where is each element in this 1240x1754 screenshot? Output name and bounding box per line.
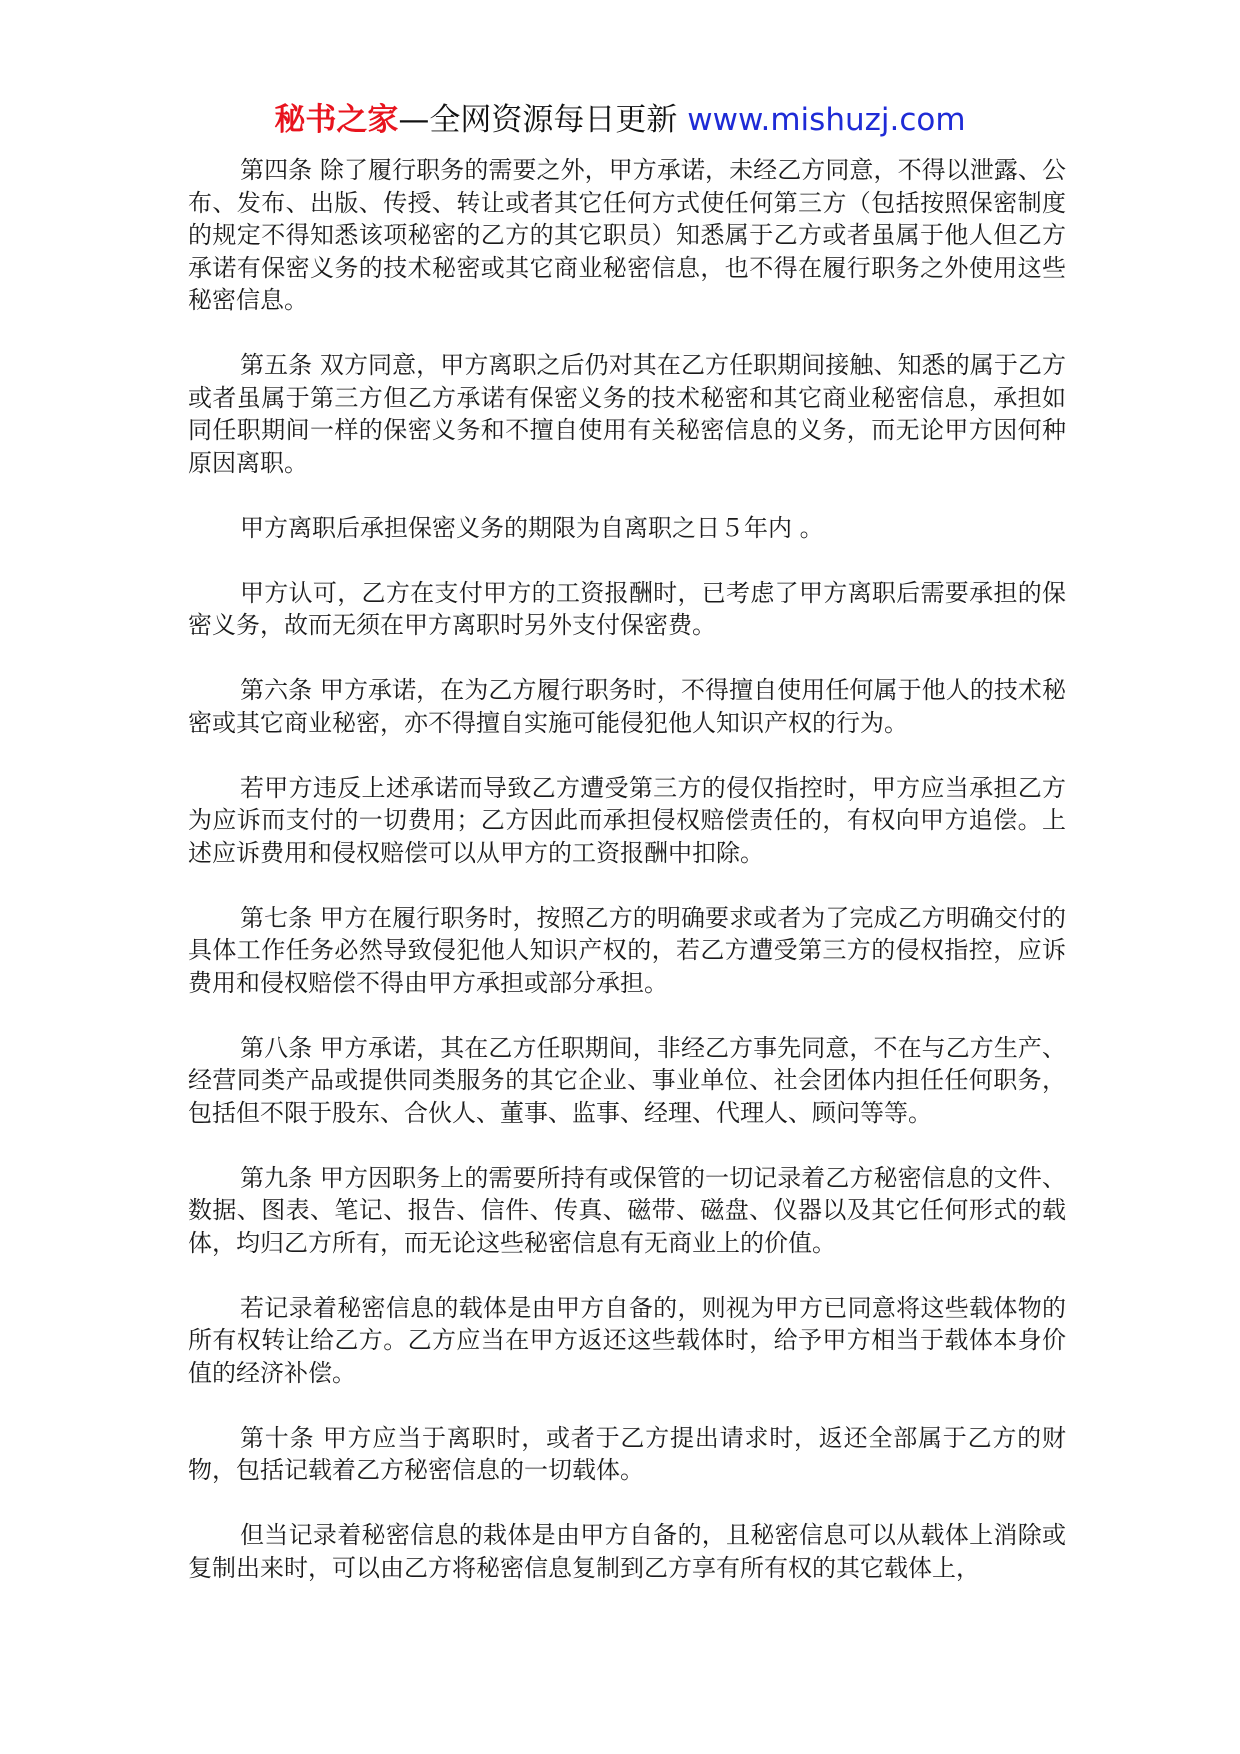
clause-4-paragraph: 第四条 除了履行职务的需要之外，甲方承诺，未经乙方同意，不得以泄露、公布、发布、出版、传授、转让或者其它任何方式使任何第三方（包括按照保密制度的规定不得知悉该项秘密的乙方的其它职员）知悉属于乙方或者虽属于他人但乙方承诺有保密义务的技术秘密或其它商业秘密信息，也不得在履行职务之外使用这些秘密信息。 xyxy=(188,156,1066,314)
clause-9-paragraph: 第九条 甲方因职务上的需要所持有或保管的一切记录着乙方秘密信息的文件、数据、图表、笔记、报告、信件、传真、磁带、磁盘、仪器以及其它任何形式的载体，均归乙方所有，而无论这些秘密信息有无商业上的价值。 xyxy=(188,1163,1066,1257)
carrier-ownership-paragraph: 若记录着秘密信息的载体是由甲方自备的，则视为甲方已同意将这些载体物的所有权转让给乙方。乙方应当在甲方返还这些载体时，给予甲方相当于载体本身价值的经济补偿。 xyxy=(188,1293,1066,1387)
clause-5-paragraph: 第五条 双方同意，甲方离职之后仍对其在乙方任职期间接触、知悉的属于乙方或者虽属于第三方但乙方承诺有保密义务的技术秘密和其它商业秘密信息，承担如同任职期间一样的保密义务和不擅自使用有关秘密信息的义务，而无论甲方因何种原因离职。 xyxy=(188,351,1066,477)
confidentiality-term-paragraph: 甲方离职后承担保密义务的期限为自离职之日５年内 。 xyxy=(240,513,824,542)
infringement-liability-paragraph: 若甲方违反上述承诺而导致乙方遭受第三方的侵仅指控时，甲方应当承担乙方为应诉而支付的一切费用；乙方因此而承担侵权赔偿责任的，有权向甲方追偿。上述应诉费用和侵权赔偿可以从甲方的工资报酬中扣除。 xyxy=(188,773,1066,867)
site-tagline: —全网资源每日更新 xyxy=(398,102,688,138)
site-url-link[interactable]: www.mishuzj.com xyxy=(687,102,966,138)
clause-7-paragraph: 第七条 甲方在履行职务时，按照乙方的明确要求或者为了完成乙方明确交付的具体工作任务必然导致侵犯他人知识产权的，若乙方遭受第三方的侵权指控，应诉费用和侵权赔偿不得由甲方承担或部分承担。 xyxy=(188,903,1066,997)
document-body xyxy=(188,154,1066,1584)
clause-8-paragraph: 第八条 甲方承诺，其在乙方任职期间，非经乙方事先同意，不在与乙方生产、经营同类产品或提供同类服务的其它企业、事业单位、社会团体内担任任何职务，包括但不限于股东、合伙人、董事、监事、经理、代理人、顾问等等。 xyxy=(188,1033,1066,1127)
carrier-copy-paragraph: 但当记录着秘密信息的栽体是由甲方自备的，且秘密信息可以从载体上消除或复制出来时，可以由乙方将秘密信息复制到乙方享有所有权的其它载体上， xyxy=(188,1521,1066,1582)
no-confidentiality-fee-paragraph: 甲方认可，乙方在支付甲方的工资报酬时，已考虑了甲方离职后需要承担的保密义务，故而无须在甲方离职时另外支付保密费。 xyxy=(188,578,1066,639)
clause-6-paragraph: 第六条 甲方承诺，在为乙方履行职务时，不得擅自使用任何属于他人的技术秘密或其它商业秘密，亦不得擅自实施可能侵犯他人知识产权的行为。 xyxy=(188,676,1066,737)
site-header xyxy=(0,100,1240,140)
clause-10-paragraph: 第十条 甲方应当于离职时，或者于乙方提出请求时，返还全部属于乙方的财物，包括记载着乙方秘密信息的一切载体。 xyxy=(188,1423,1066,1484)
site-brand: 秘书之家 xyxy=(274,102,399,138)
